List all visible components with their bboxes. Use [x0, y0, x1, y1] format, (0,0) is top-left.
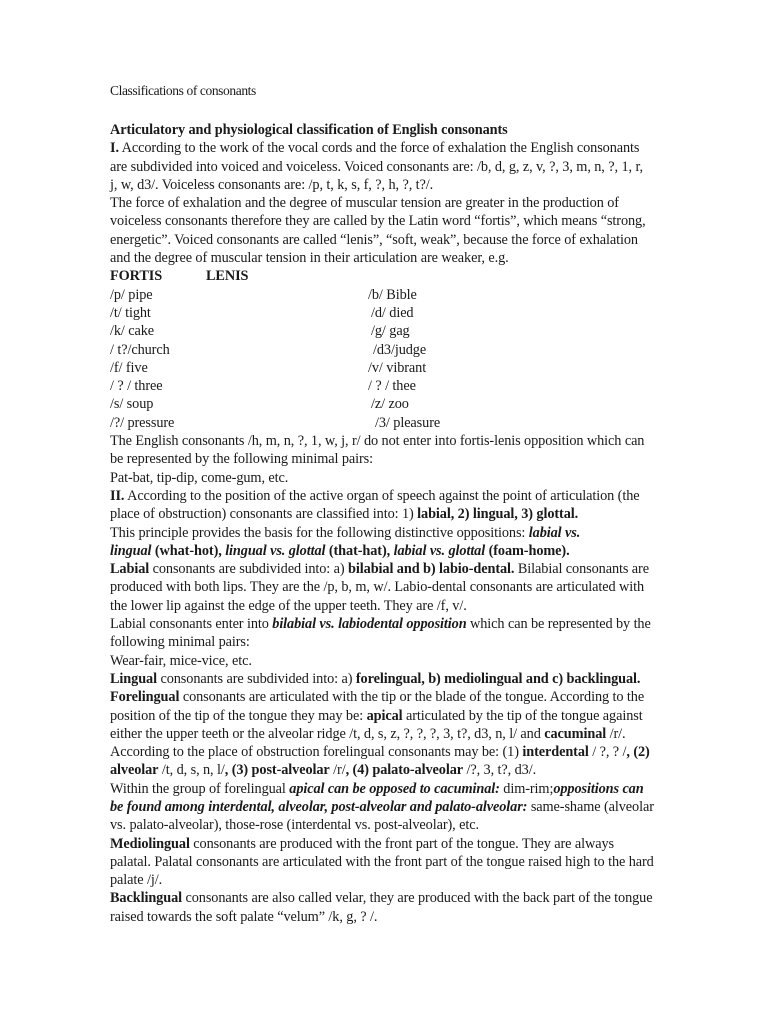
text-line: [110, 158, 710, 176]
text-run: consonants are produced with the front part of the tongue. They are always: [189, 835, 615, 852]
text-line: [110, 761, 710, 779]
text-run: Articulatory and physiological classification of English consonants: [110, 122, 508, 138]
text-run: consonants are subdivided into: a): [149, 561, 349, 578]
text-line: [110, 560, 710, 578]
text-line: [110, 121, 710, 139]
lenis-cell: /v/ vibrant: [368, 359, 427, 376]
text-run: Wear-fair, mice-vice, etc.: [110, 652, 252, 669]
table-row: [110, 377, 710, 395]
text-line: [110, 871, 710, 889]
table-rows: [110, 286, 710, 432]
fortis-cell: /t/ tight: [110, 304, 151, 321]
text-run: same-shame (alveolar: [527, 798, 654, 815]
text-run: /r/.: [606, 725, 626, 742]
text-run: Labial: [110, 561, 150, 578]
text-line: [110, 707, 710, 725]
text-line: [110, 908, 710, 926]
text-run: place of obstruction) consonants are classified into: 1): [110, 506, 418, 523]
text-run: j, w, d3/. Voiceless consonants are: /p, t, k, s, f, ?, h, ?, t?/.: [110, 176, 434, 193]
text-run: Backlingual: [110, 890, 182, 907]
text-run: articulated by the tip of the tongue against: [402, 707, 643, 724]
text-run: Mediolingual: [110, 835, 190, 852]
text-run: (what-hot),: [151, 542, 226, 559]
text-run: , (2): [626, 744, 650, 761]
text-run: alveolar: [110, 762, 159, 779]
fortis-cell: /p/ pipe: [110, 286, 153, 303]
text-run: cacuminal: [544, 725, 607, 742]
text-run: palatal. Palatal consonants are articulated with the front part of the tongue raised high to the hard: [110, 853, 654, 870]
text-line: [110, 670, 710, 688]
table-row: [110, 304, 710, 322]
text-run: /t, d, s, n, l/: [158, 762, 225, 779]
text-line: [110, 432, 710, 450]
table-row: [110, 414, 710, 432]
fortis-cell: /s/ soup: [110, 396, 154, 413]
classification-paragraphs: [110, 432, 710, 926]
fortis-cell: /k/ cake: [110, 323, 155, 340]
text-run: , (3) post-alveolar: [224, 762, 330, 779]
text-run: Forelingual: [110, 689, 180, 706]
text-run: raised towards the soft palate “velum” /k, g, ? /.: [110, 908, 378, 925]
text-run: the lower lip against the edge of the upper teeth. They are /f, v/.: [110, 597, 467, 614]
text-line: [110, 688, 710, 706]
text-line: [110, 615, 710, 633]
fortis-lenis-table: [110, 267, 710, 432]
text-run: Within the group of forelingual: [110, 780, 290, 797]
text-run: lingual vs. glottal: [225, 542, 326, 559]
text-line: [110, 139, 710, 157]
table-row: [110, 322, 710, 340]
text-line: [110, 889, 710, 907]
text-run: vs. palato-alveolar), those-rose (interdental vs. post-alveolar), etc.: [110, 817, 479, 834]
text-run: lingual: [110, 542, 152, 559]
text-run: labial vs. glottal: [393, 542, 486, 559]
text-line: [110, 743, 710, 761]
text-run: interdental: [522, 744, 589, 761]
text-line: [110, 505, 710, 523]
fortis-cell: /f/ five: [110, 359, 148, 376]
lenis-cell: /3/ pleasure: [375, 414, 441, 431]
lenis-cell: /b/ Bible: [368, 286, 417, 303]
text-run: produced with both lips. They are the /p, b, m, w/. Labio-dental consonants are articulated with: [110, 579, 645, 596]
text-line: [110, 780, 710, 798]
text-run: The force of exhalation and the degree of muscular tension are greater in the production of: [110, 195, 619, 212]
fortis-cell: / t?/church: [110, 341, 170, 358]
lenis-cell: /g/ gag: [371, 323, 410, 340]
text-run: /r/: [329, 762, 346, 779]
lenis-cell: /z/ zoo: [371, 396, 409, 413]
fortis-cell: / ? / three: [110, 378, 163, 395]
text-line: [110, 487, 710, 505]
text-run: According to the place of obstruction forelingual consonants may be: (1): [110, 744, 523, 761]
text-line: [110, 597, 710, 615]
table-row: [110, 359, 710, 377]
text-run: / ?, ? /: [588, 744, 627, 761]
text-line: [110, 853, 710, 871]
text-run: Bilabial consonants are: [514, 561, 649, 578]
text-run: labial vs.: [528, 524, 581, 541]
fortis-cell: /?/ pressure: [110, 414, 175, 431]
text-run: are subdivided into voiced and voiceless. Voiced consonants are: /b, d, g, z, v, ?, 3, m, n, ?, 1, r,: [110, 158, 644, 175]
text-run: labial, 2) lingual, 3) glottal.: [417, 506, 579, 523]
text-line: [110, 176, 710, 194]
text-run: consonants are subdivided into: a): [156, 670, 356, 687]
text-run: consonants are also called velar, they are produced with the back part of the tongue: [182, 890, 653, 907]
text-line: [110, 231, 710, 249]
text-run: bilabial vs. labiodental opposition: [272, 616, 467, 633]
text-run: /?, 3, t?, d3/.: [463, 762, 537, 779]
text-line: [110, 798, 710, 816]
text-run: dim-rim;: [499, 780, 554, 797]
text-run: be represented by the following minimal pairs:: [110, 451, 373, 468]
intro-paragraphs: [110, 121, 710, 267]
text-run: position of the tip of the tongue they may be:: [110, 707, 367, 724]
text-run: which can be represented by the: [466, 616, 651, 633]
lenis-cell: /d3/judge: [373, 341, 427, 358]
text-line: [110, 194, 710, 212]
text-run: either the upper teeth or the alveolar ridge /t, d, s, z, ?, ?, ?, 3, t?, d3, n, l/ and: [110, 725, 545, 742]
table-row: [110, 395, 710, 413]
text-line: [110, 212, 710, 230]
text-line: [110, 469, 710, 487]
lenis-cell: /d/ died: [371, 304, 414, 321]
text-run: be found among interdental, alveolar, post-alveolar and palato-alveolar:: [110, 798, 528, 815]
text-run: consonants are articulated with the tip or the blade of the tongue. According to the: [179, 689, 645, 706]
lenis-cell: / ? / thee: [368, 378, 416, 395]
text-run: According to the position of the active organ of speech against the point of articulation (the: [124, 487, 640, 504]
lenis-header: LENIS: [206, 268, 249, 285]
text-run: voiceless consonants therefore they are called by the Latin word “fortis”, which means “strong,: [110, 213, 646, 230]
text-run: (foam-home).: [485, 542, 570, 559]
text-run: Lingual: [110, 670, 157, 687]
text-run: (that-hat),: [325, 542, 394, 559]
text-run: and the degree of muscular tension in their articulation are weaker, e.g.: [110, 250, 509, 267]
text-run: Labial consonants enter into: [110, 616, 273, 633]
text-run: bilabial and b) labio-dental.: [348, 561, 515, 578]
text-line: [110, 542, 710, 560]
text-run: apical can be opposed to cacuminal:: [289, 780, 500, 797]
text-run: apical: [366, 707, 403, 724]
text-run: According to the work of the vocal cords and the force of exhalation the English consonants: [118, 140, 640, 157]
text-run: , (4) palato-alveolar: [345, 762, 463, 779]
text-run: forelingual, b) mediolingual and c) backlingual.: [355, 670, 641, 687]
table-row: [110, 286, 710, 304]
text-run: This principle provides the basis for the following distinctive oppositions:: [110, 524, 529, 541]
text-run: palate /j/.: [110, 872, 163, 889]
text-line: [110, 652, 710, 670]
text-line: [110, 524, 710, 542]
text-run: Pat-bat, tip-dip, come-gum, etc.: [110, 469, 289, 486]
text-run: following minimal pairs:: [110, 634, 250, 651]
document-body: [110, 121, 710, 926]
text-line: [110, 816, 710, 834]
text-line: [110, 633, 710, 651]
text-run: I.: [110, 140, 119, 157]
text-run: energetic”. Voiced consonants are called “lenis”, “soft, weak”, because the force of exhalation: [110, 231, 638, 248]
text-line: [110, 725, 710, 743]
table-row: [110, 341, 710, 359]
text-run: oppositions can: [553, 780, 644, 797]
text-line: [110, 249, 710, 267]
text-line: [110, 835, 710, 853]
document-title: Classifications of consonants: [110, 83, 256, 98]
text-line: [110, 450, 710, 468]
table-header: [110, 267, 710, 285]
fortis-header: FORTIS: [110, 268, 163, 285]
text-run: The English consonants /h, m, n, ?, 1, w, j, r/ do not enter into fortis-lenis opposition which can: [110, 433, 645, 450]
text-line: [110, 578, 710, 596]
text-run: II.: [110, 487, 125, 504]
